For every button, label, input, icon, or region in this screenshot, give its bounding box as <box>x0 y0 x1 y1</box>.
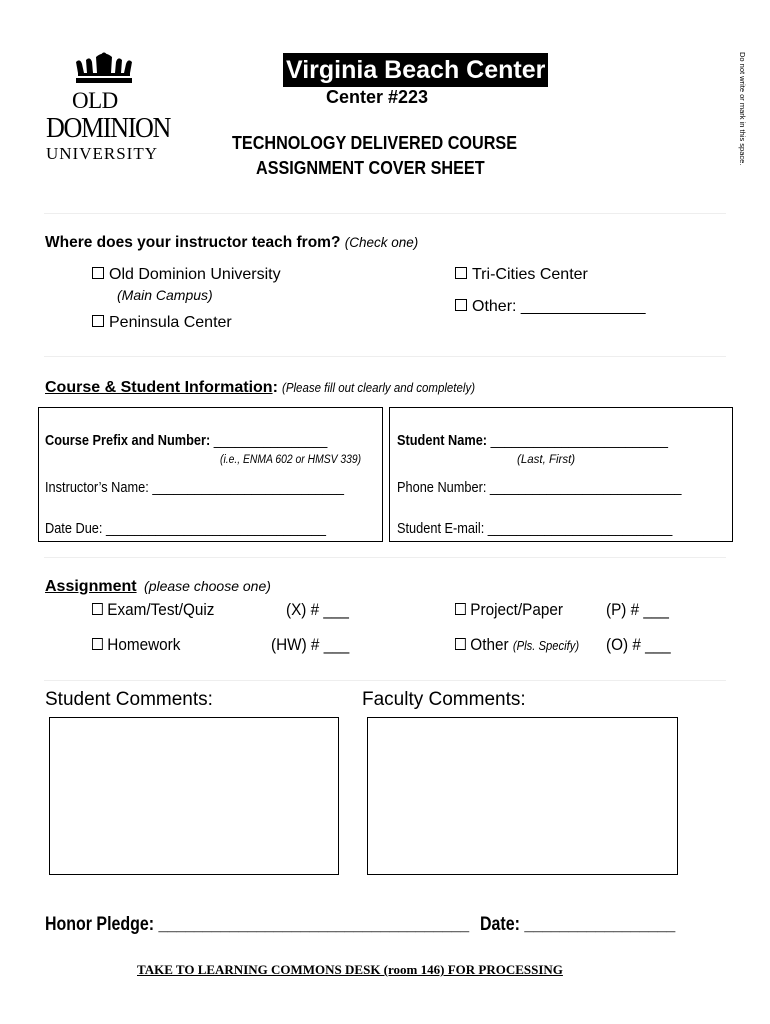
divider <box>44 680 726 681</box>
option-other-label: Other: ______________ <box>472 298 646 315</box>
pledge-date-field[interactable]: Date: _________________ <box>480 914 676 935</box>
assignment-other-label: Other <box>470 635 509 654</box>
assignment-hint: (please choose one) <box>144 578 271 594</box>
option-peninsula-label: Peninsula Center <box>109 314 232 331</box>
student-name-hint: (Last, First) <box>517 454 576 466</box>
question-text: Where does your instructor teach from? <box>45 234 341 251</box>
university-logo <box>44 50 189 165</box>
course-prefix-hint: (i.e., ENMA 602 or HMSV 339) <box>220 454 362 466</box>
option-odu-sub: (Main Campus) <box>117 287 213 303</box>
checkbox-project[interactable] <box>455 603 466 615</box>
phone-number-field[interactable]: Phone Number: ___________________________ <box>397 480 682 496</box>
divider <box>44 213 726 214</box>
student-comments-label: Student Comments: <box>45 689 213 710</box>
option-peninsula[interactable] <box>92 314 232 332</box>
course-info-colon: : <box>272 379 278 396</box>
option-tri-cities-label: Tri-Cities Center <box>472 266 588 283</box>
course-prefix-field[interactable] <box>45 433 327 449</box>
option-tri-cities[interactable] <box>455 266 588 284</box>
assignment-other[interactable] <box>455 635 579 655</box>
option-other[interactable] <box>455 298 645 316</box>
assignment-exam-code: (X) # ___ <box>286 600 349 619</box>
assignment-title: Assignment <box>45 578 137 595</box>
checkbox-peninsula[interactable] <box>92 315 104 327</box>
assignment-other-code: (O) # ___ <box>606 635 671 654</box>
center-number: Center #223 <box>326 87 429 107</box>
checkbox-tri-cities[interactable] <box>455 267 467 279</box>
document-title-line2: ASSIGNMENT COVER SHEET <box>256 158 485 178</box>
checkbox-odu[interactable] <box>92 267 104 279</box>
assignment-other-hint: (Pls. Specify) <box>512 639 580 653</box>
student-email-field[interactable]: Student E-mail: __________________________ <box>397 521 673 537</box>
assignment-exam[interactable] <box>92 600 214 620</box>
course-info-title: Course & Student Information <box>45 379 273 396</box>
assignment-project-code: (P) # ___ <box>606 600 669 619</box>
document-title-line1: TECHNOLOGY DELIVERED COURSE <box>232 133 518 153</box>
faculty-comments-box[interactable] <box>367 717 678 875</box>
option-odu-label: Old Dominion University <box>109 266 281 283</box>
instructor-name-field[interactable]: Instructor’s Name: ___________________________ <box>45 480 344 496</box>
assignment-homework-code: (HW) # ___ <box>271 635 350 654</box>
logo-line-university: UNIVERSITY <box>46 144 158 163</box>
checkbox-other-assignment[interactable] <box>455 638 466 650</box>
divider <box>44 557 726 558</box>
course-info-heading <box>45 379 492 397</box>
student-name-field[interactable] <box>397 433 668 449</box>
side-note: Do not write or mark in this space. <box>738 52 747 166</box>
student-comments-box[interactable] <box>49 717 339 875</box>
assignment-heading <box>45 578 271 596</box>
student-name-label: Student Name: <box>397 433 488 449</box>
checkbox-exam[interactable] <box>92 603 103 615</box>
course-prefix-label: Course Prefix and Number: <box>45 433 211 449</box>
center-name-banner: Virginia Beach Center <box>283 53 548 87</box>
logo-line-dominion: DOMINION <box>46 112 171 144</box>
assignment-project-label: Project/Paper <box>470 600 563 619</box>
checkbox-homework[interactable] <box>92 638 103 650</box>
checkbox-other-location[interactable] <box>455 299 467 311</box>
assignment-homework[interactable] <box>92 635 180 655</box>
divider <box>44 356 726 357</box>
logo-line-old: OLD <box>72 88 118 113</box>
student-name-blank: _________________________ <box>490 433 669 449</box>
question-hint: (Check one) <box>344 235 419 250</box>
date-due-field[interactable]: Date Due: _______________________________ <box>45 521 326 537</box>
course-prefix-blank: ________________ <box>213 433 328 449</box>
instructor-location-question <box>45 234 418 252</box>
option-odu[interactable] <box>92 266 281 284</box>
assignment-project[interactable] <box>455 600 563 620</box>
honor-pledge-field[interactable]: Honor Pledge: ___________________________________ <box>45 914 470 935</box>
processing-instruction: TAKE TO LEARNING COMMONS DESK (room 146) FOR PROCESSING <box>137 962 563 977</box>
assignment-exam-label: Exam/Test/Quiz <box>107 600 215 619</box>
faculty-comments-label: Faculty Comments: <box>362 689 526 710</box>
crown-icon <box>70 52 140 84</box>
course-info-hint: (Please fill out clearly and completely) <box>282 381 476 395</box>
assignment-homework-label: Homework <box>107 635 181 654</box>
